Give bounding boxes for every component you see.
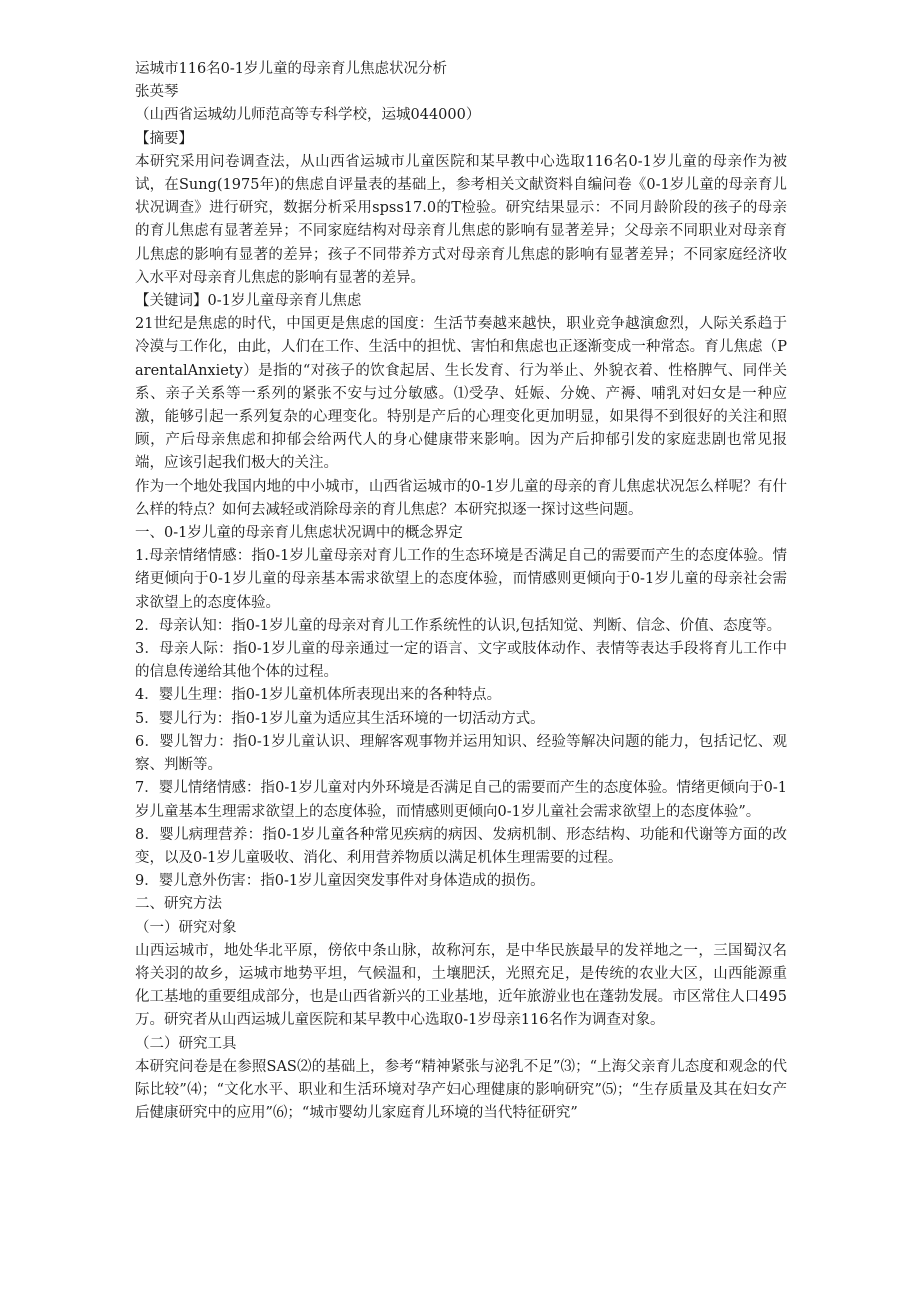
definition-item: 1.母亲情绪情感：指0-1岁儿童母亲对育儿工作的生态环境是否满足自己的需要而产生的态度体验。情绪更倾向于0-1岁儿童的母亲基本需求欲望上的态度体验，而情感则更倾向于0-1岁儿童的母亲社会需求欲望上的态度体验。 <box>135 548 787 611</box>
document-body <box>135 58 787 1125</box>
keywords-line: 【关键词】0-1岁儿童母亲育儿焦虑 <box>135 293 362 310</box>
abstract-heading: 【摘要】 <box>135 130 193 147</box>
definition-item: 9．婴儿意外伤害：指0-1岁儿童因突发事件对身体造成的损伤。 <box>135 873 545 890</box>
section-heading-concepts: 一、0-1岁儿童的母亲育儿焦虑状况调中的概念界定 <box>135 525 463 542</box>
definition-item: 6．婴儿智力：指0-1岁儿童认识、理解客观事物并运用知识、经验等解决问题的能力，包括记忆、观察、判断等。 <box>135 733 787 774</box>
definition-item: 2．母亲认知：指0-1岁儿童的母亲对育儿工作系统性的认识,包括知觉、判断、信念、价值、态度等。 <box>135 617 782 634</box>
definition-item: 8．婴儿病理营养：指0-1岁儿童各种常见疾病的病因、发病机制、形态结构、功能和代谢等方面的改变，以及0-1岁儿童吸收、消化、利用营养物质以满足机体生理需要的过程。 <box>135 826 787 866</box>
author-affiliation: （山西省运城幼儿师范高等专科学校，运城044000） <box>135 107 481 124</box>
intro-paragraph: 21世纪是焦虑的时代，中国更是焦虑的国度：生活节奏越来越快，职业竞争越演愈烈，人际关系趋于冷漠与工作化，由此，人们在工作、生活中的担忧、害怕和焦虑也正逐渐变成一种常态。育儿焦虑（ParentalAnxiety）是指的“对孩子的饮食起居、生长发育、行为举止、外貌衣着、性格脾气、同伴关系、亲子关系等一系列的紧张不安与过分敏感。⑴受孕、妊娠、分娩、产褥、哺乳对妇女是一种应激，能够引起一系列复杂的心理变化。特别是产后的心理变化更加明显，如果得不到很好的关注和照顾，产后母亲焦虑和抑郁会给两代人的身心健康带来影响。因为产后抑郁引发的家庭悲剧也常见报端，应该引起我们极大的关注。 <box>135 316 787 472</box>
definition-item: 3．母亲人际：指0-1岁儿童的母亲通过一定的语言、文字或肢体动作、表情等表达手段将育儿工作中的信息传递给其他个体的过程。 <box>135 641 787 681</box>
subjects-paragraph: 山西运城市，地处华北平原，傍依中条山脉，故称河东，是中华民族最早的发祥地之一，三国蜀汉名将关羽的故乡，运城市地势平坦，气候温和，土壤肥沃，光照充足，是传统的农业大区，山西能源重化工基地的重要组成部分，也是山西省新兴的工业基地，近年旅游业也在蓬勃发展。市区常住人口495万。研究者从山西运城儿童医院和某早教中心选取0-1岁母亲116名作为调查对象。 <box>135 942 787 1029</box>
tools-paragraph: 本研究问卷是在参照SAS⑵的基础上，参考“精神紧张与泌乳不足”⑶；“上海父亲育儿态度和观念的代际比较”⑷；“文化水平、职业和生活环境对孕产妇心理健康的影响研究”⑸；“生存质量及其在妇女产后健康研究中的应用”⑹；“城市婴幼儿家庭育儿环境的当代特征研究” <box>135 1058 787 1122</box>
subsection-heading-tools: （二）研究工具 <box>135 1035 237 1052</box>
definition-item: 7．婴儿情绪情感：指0-1岁儿童对内外环境是否满足自己的需要而产生的态度体验。情绪更倾向于0-1岁儿童基本生理需求欲望上的态度体验，而情感则更倾向0-1岁儿童社会需求欲望上的态度体验”。 <box>135 780 787 820</box>
author-name: 张英琴 <box>135 84 179 101</box>
definition-item: 5．婴儿行为：指0-1岁儿童为适应其生活环境的一切活动方式。 <box>135 710 545 727</box>
section-heading-methods: 二、研究方法 <box>135 896 222 913</box>
definition-item: 4．婴儿生理：指0-1岁儿童机体所表现出来的各种特点。 <box>135 687 502 704</box>
intro-paragraph: 作为一个地处我国内地的中小城市，山西省运城市的0-1岁儿童的母亲的育儿焦虑状况怎么样呢？有什么样的特点？如何去减轻或消除母亲的育儿焦虑？本研究拟逐一探讨这些问题。 <box>135 478 787 518</box>
paper-title: 运城市116名0-1岁儿童的母亲育儿焦虑状况分析 <box>135 61 448 77</box>
abstract-paragraph: 本研究采用问卷调查法，从山西省运城市儿童医院和某早教中心选取116名0-1岁儿童的母亲作为被试，在Sung(1975年)的焦虑自评量表的基础上，参考相关文献资料自编问卷《0-1岁儿童的母亲育儿状况调查》进行研究，数据分析采用spss17.0的T检验。研究结果显示：不同月龄阶段的孩子的母亲的育儿焦虑有显著差异；不同家庭结构对母亲育儿焦虑的影响有显著差异；父母亲不同职业对母亲育儿焦虑的影响有显著的差异；孩子不同带养方式对母亲育儿焦虑的影响有显著差异；不同家庭经济收入水平对母亲育儿焦虑的影响有显著的差异。 <box>135 153 787 286</box>
subsection-heading-subjects: （一）研究对象 <box>135 919 237 936</box>
